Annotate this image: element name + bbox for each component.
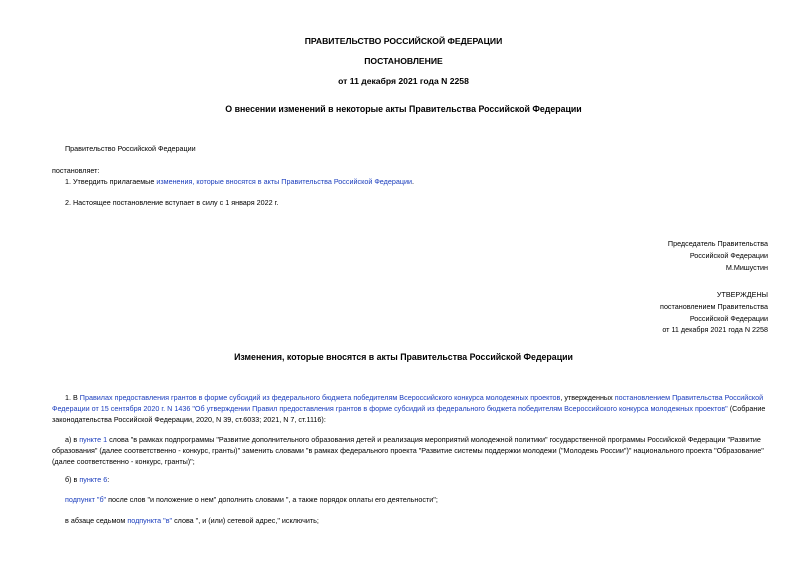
paragraph-a-start: а) в <box>65 435 80 444</box>
changes-link[interactable]: изменения, которые вносятся в акты Правительства Российской Федерации <box>156 177 412 186</box>
paragraph-a-text: слова "в рамках подпрограммы "Развитие дополнительного образования детей и реализация мероприятий молодежной политики" государственной программы Российской Федерации "Развитие образования" (далее соответственно - конкурс, гранты)" заменить словами "в рамках федерального проекта "Развитие системы поддержки молодежи ("Молодежь России")" национального проекта "Образование" (далее соответственно - конкурс, гранты)"; <box>52 435 764 466</box>
item-2: 2. Настоящее постановление вступает в силу с 1 января 2022 г. <box>65 198 279 207</box>
approved-line-2: постановлением Правительства <box>660 301 768 311</box>
point-6-link[interactable]: пункте 6 <box>79 475 108 484</box>
changes-title: Изменения, которые вносятся в акты Правительства Российской Федерации <box>234 352 573 362</box>
resolution-link[interactable]: постановлением Правительства Российской Федерации от 15 сентября 2020 г. N 1436 "Об утверждении Правил предоставления грантов в форме субсидий из федерального бюджета победителям Всероссийского конкурса молодежных проектов" <box>52 393 764 413</box>
signature-line-2: Российской Федерации <box>689 250 768 260</box>
approved-line-1: УТВЕРЖДЕНЫ <box>716 290 768 299</box>
paragraph-subpoint-b-text: после слов "и положение о нем" дополнить словами ", а также порядок оплаты его деятельности"; <box>106 495 438 504</box>
paragraph-b-end: : <box>107 475 110 484</box>
approved-block <box>660 289 768 336</box>
document-type: ПОСТАНОВЛЕНИЕ <box>364 56 443 66</box>
paragraph-1 <box>52 392 768 425</box>
item-1-prefix: 1. Утвердить прилагаемые <box>65 177 157 186</box>
subpoint-v-link[interactable]: подпункта "в" <box>127 516 173 525</box>
document-date-number: от 11 декабря 2021 года N 2258 <box>338 76 469 86</box>
approved-line-4: от 11 декабря 2021 года N 2258 <box>662 325 768 335</box>
item-1 <box>65 177 414 186</box>
intro-government: Правительство Российской Федерации <box>65 144 196 153</box>
paragraph-1-mid: , утвержденных <box>560 393 615 402</box>
paragraph-subpoint-v <box>65 516 319 525</box>
subpoint-b-link[interactable]: подпункт "б" <box>65 495 107 504</box>
paragraph-b <box>65 475 109 484</box>
paragraph-subpoint-b <box>65 495 438 504</box>
signature-block <box>668 238 768 273</box>
point-1-link[interactable]: пункте 1 <box>79 435 108 444</box>
document-title: О внесении изменений в некоторые акты Правительства Российской Федерации <box>225 104 582 114</box>
paragraph-b-start: б) в <box>65 475 80 484</box>
intro-decrees: постановляет: <box>52 166 100 175</box>
paragraph-subpoint-v-start: в абзаце седьмом <box>65 516 128 525</box>
paragraph-1-end: (Собрание законодательства Российской Федерации, 2020, N 39, ст.6033; 2021, N 7, ст.1116): <box>52 404 766 424</box>
paragraph-1-start: 1. В <box>65 393 80 402</box>
paragraph-a <box>52 434 768 467</box>
approved-line-3: Российской Федерации <box>689 313 768 323</box>
rules-link[interactable]: Правилах предоставления грантов в форме субсидий из федерального бюджета победителям Всероссийского конкурса молодежных проектов <box>79 393 561 402</box>
paragraph-subpoint-v-text: слова ", и (или) сетевой адрес," исключить; <box>172 516 319 525</box>
government-heading: ПРАВИТЕЛЬСТВО РОССИЙСКОЙ ФЕДЕРАЦИИ <box>304 36 503 46</box>
signature-name: М.Мишустин <box>725 262 768 272</box>
item-1-suffix: . <box>411 177 414 186</box>
signature-line-1: Председатель Правительства <box>667 239 768 248</box>
